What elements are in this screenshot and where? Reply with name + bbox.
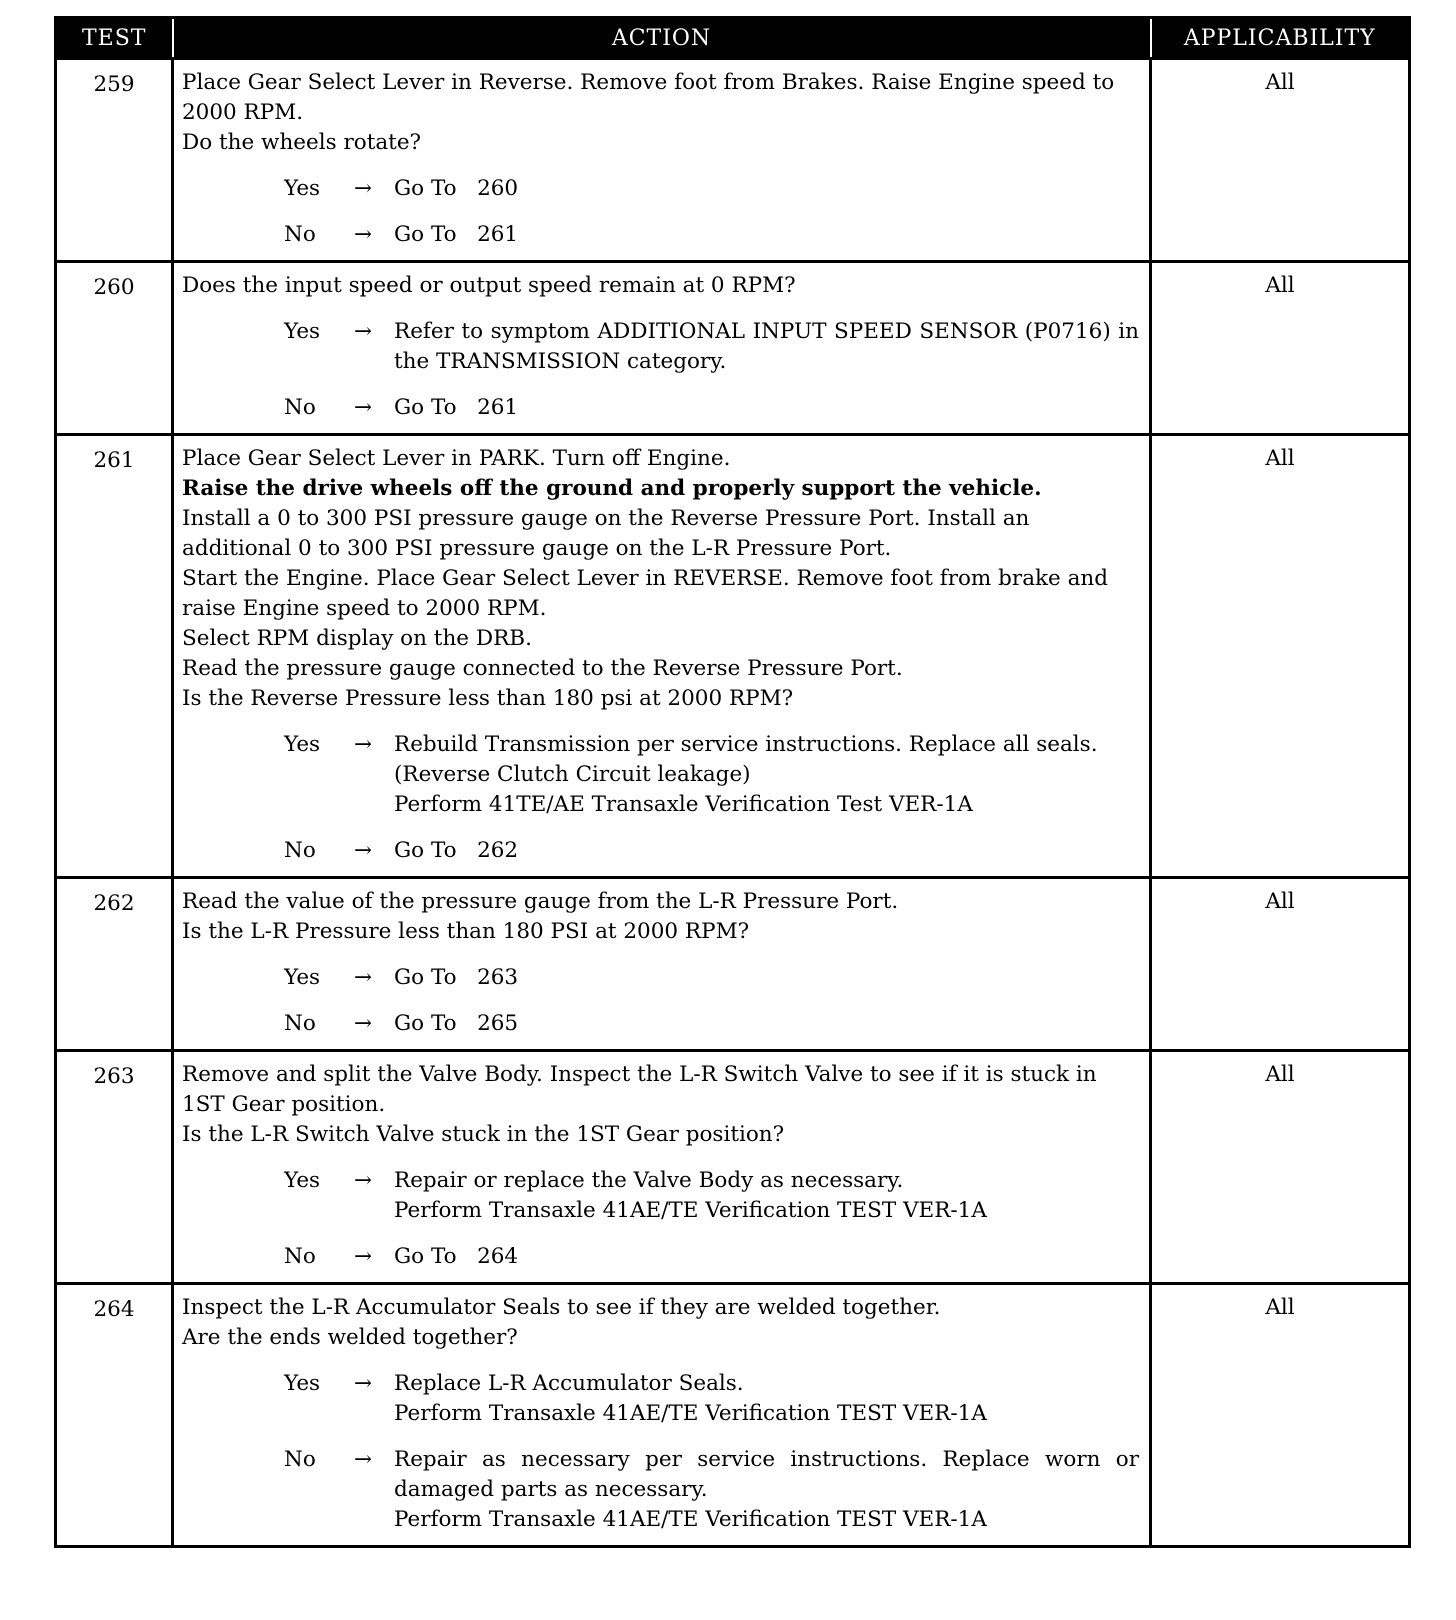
answer-yes <box>182 963 1139 993</box>
arrow-right-icon: → <box>353 838 372 863</box>
answer-yes <box>182 1369 1139 1429</box>
header-action: ACTION <box>173 18 1151 59</box>
result-line: Repair as necessary per service instructions. Replace worn or damaged parts as necessary. <box>394 1447 1146 1502</box>
action-cell <box>173 1284 1151 1547</box>
answer-result <box>394 730 1139 820</box>
table-body <box>56 59 1410 1547</box>
result-line: Perform 41TE/AE Transaxle Verification Test VER-1A <box>394 792 973 817</box>
arrow-right-icon: → <box>353 732 372 757</box>
arrow-right-icon: → <box>353 1244 372 1269</box>
instruction-text: Are the ends welded together? <box>182 1325 518 1350</box>
instruction-text: Is the L-R Pressure less than 180 PSI at 2000 RPM? <box>182 919 750 944</box>
answer-label: Yes <box>284 965 321 990</box>
result-line: Go To 263 <box>394 965 519 990</box>
arrow-right-icon: → <box>353 965 372 990</box>
answer-label: No <box>284 1244 316 1269</box>
result-line: (Reverse Clutch Circuit leakage) <box>394 762 751 787</box>
answer-result <box>394 1369 1139 1429</box>
action-cell <box>173 878 1151 1051</box>
answer-result <box>394 220 1139 250</box>
result-line: Go To 261 <box>394 222 519 247</box>
instruction-text: Inspect the L-R Accumulator Seals to see if they are welded together. <box>182 1295 941 1320</box>
applicability-value: All <box>1151 262 1410 435</box>
test-number: 264 <box>56 1284 173 1547</box>
table-row <box>56 1051 1410 1284</box>
answer-no <box>182 1445 1146 1535</box>
answer-yes <box>182 317 1146 377</box>
result-line: Perform Transaxle 41AE/TE Verification TEST VER-1A <box>394 1401 987 1426</box>
answer-label: Yes <box>284 176 321 201</box>
table-row <box>56 262 1410 435</box>
action-cell <box>173 262 1151 435</box>
answer-label: Yes <box>284 1168 321 1193</box>
result-line: Perform Transaxle 41AE/TE Verification TEST VER-1A <box>394 1198 987 1223</box>
answer-no <box>182 836 1139 866</box>
result-line: Go To 265 <box>394 1011 519 1036</box>
arrow-right-icon: → <box>353 1011 372 1036</box>
result-line: Go To 260 <box>394 176 519 201</box>
result-line: Refer to symptom ADDITIONAL INPUT SPEED SENSOR (P0716) in the TRANSMISSION category. <box>394 319 1146 374</box>
instruction-text: Read the pressure gauge connected to the Reverse Pressure Port. <box>182 656 903 681</box>
answer-label: Yes <box>284 732 321 757</box>
result-line: Go To 262 <box>394 838 519 863</box>
answer-label: No <box>284 395 316 420</box>
answer-yes <box>182 174 1139 204</box>
instruction-text: Place Gear Select Lever in PARK. Turn off Engine. <box>182 446 731 471</box>
test-number: 259 <box>56 59 173 262</box>
answer-label: Yes <box>284 1371 321 1396</box>
action-cell <box>173 1051 1151 1284</box>
table-row <box>56 435 1410 878</box>
applicability-value: All <box>1151 59 1410 262</box>
warning-text: Raise the drive wheels off the ground and properly support the vehicle. <box>182 476 1042 501</box>
answer-no <box>182 220 1139 250</box>
answer-yes <box>182 1166 1139 1226</box>
result-line: Rebuild Transmission per service instructions. Replace all seals. <box>394 732 1098 757</box>
arrow-right-icon: → <box>353 176 372 201</box>
answer-label: No <box>284 1447 316 1472</box>
answer-label: No <box>284 838 316 863</box>
table-header <box>56 18 1410 59</box>
answer-label: No <box>284 222 316 247</box>
answer-result <box>394 317 1146 377</box>
answer-result <box>394 1445 1146 1535</box>
arrow-right-icon: → <box>353 222 372 247</box>
applicability-value: All <box>1151 1284 1410 1547</box>
action-cell <box>173 59 1151 262</box>
applicability-value: All <box>1151 435 1410 878</box>
arrow-right-icon: → <box>353 395 372 420</box>
result-line: Go To 261 <box>394 395 519 420</box>
result-line: Go To 264 <box>394 1244 519 1269</box>
table-row <box>56 878 1410 1051</box>
answer-result <box>394 1166 1139 1226</box>
answer-no <box>182 393 1139 423</box>
result-line: Perform Transaxle 41AE/TE Verification TEST VER-1A <box>394 1507 987 1532</box>
result-line: Replace L-R Accumulator Seals. <box>394 1371 744 1396</box>
action-cell <box>173 435 1151 878</box>
instruction-text: Is the L-R Switch Valve stuck in the 1ST Gear position? <box>182 1122 785 1147</box>
test-number: 263 <box>56 1051 173 1284</box>
arrow-right-icon: → <box>353 1168 372 1193</box>
instruction-text: Place Gear Select Lever in Reverse. Remove foot from Brakes. Raise Engine speed to 2000 RPM. <box>182 70 1115 125</box>
test-number: 260 <box>56 262 173 435</box>
table-row <box>56 1284 1410 1547</box>
answer-result <box>394 1009 1139 1039</box>
answer-yes <box>182 730 1139 820</box>
arrow-right-icon: → <box>353 1447 372 1472</box>
header-test: TEST <box>56 18 173 59</box>
diagnostic-sheet <box>54 16 1408 1548</box>
test-number: 261 <box>56 435 173 878</box>
answer-result <box>394 393 1139 423</box>
instruction-text: Remove and split the Valve Body. Inspect the L-R Switch Valve to see if it is stuck in 1ST Gear position. <box>182 1062 1097 1117</box>
answer-result <box>394 174 1139 204</box>
instruction-text: Read the value of the pressure gauge from the L-R Pressure Port. <box>182 889 899 914</box>
applicability-value: All <box>1151 878 1410 1051</box>
test-number: 262 <box>56 878 173 1051</box>
result-line: Repair or replace the Valve Body as necessary. <box>394 1168 904 1193</box>
answer-result <box>394 1242 1139 1272</box>
instruction-text: Do the wheels rotate? <box>182 130 422 155</box>
answer-result <box>394 836 1139 866</box>
answer-label: No <box>284 1011 316 1036</box>
header-applicability: APPLICABILITY <box>1151 18 1410 59</box>
diagnostic-table <box>54 16 1411 1548</box>
answer-no <box>182 1242 1139 1272</box>
answer-result <box>394 963 1139 993</box>
arrow-right-icon: → <box>353 1371 372 1396</box>
arrow-right-icon: → <box>353 319 372 344</box>
instruction-text: Install a 0 to 300 PSI pressure gauge on the Reverse Pressure Port. Install an additional 0 to 300 PSI pressure gauge on the L-R Pressure Port. <box>182 506 1030 561</box>
instruction-text: Select RPM display on the DRB. <box>182 626 532 651</box>
instruction-text: Start the Engine. Place Gear Select Lever in REVERSE. Remove foot from brake and raise Engine speed to 2000 RPM. <box>182 566 1109 621</box>
table-row <box>56 59 1410 262</box>
answer-label: Yes <box>284 319 321 344</box>
applicability-value: All <box>1151 1051 1410 1284</box>
instruction-text: Does the input speed or output speed remain at 0 RPM? <box>182 273 796 298</box>
instruction-text: Is the Reverse Pressure less than 180 psi at 2000 RPM? <box>182 686 794 711</box>
answer-no <box>182 1009 1139 1039</box>
